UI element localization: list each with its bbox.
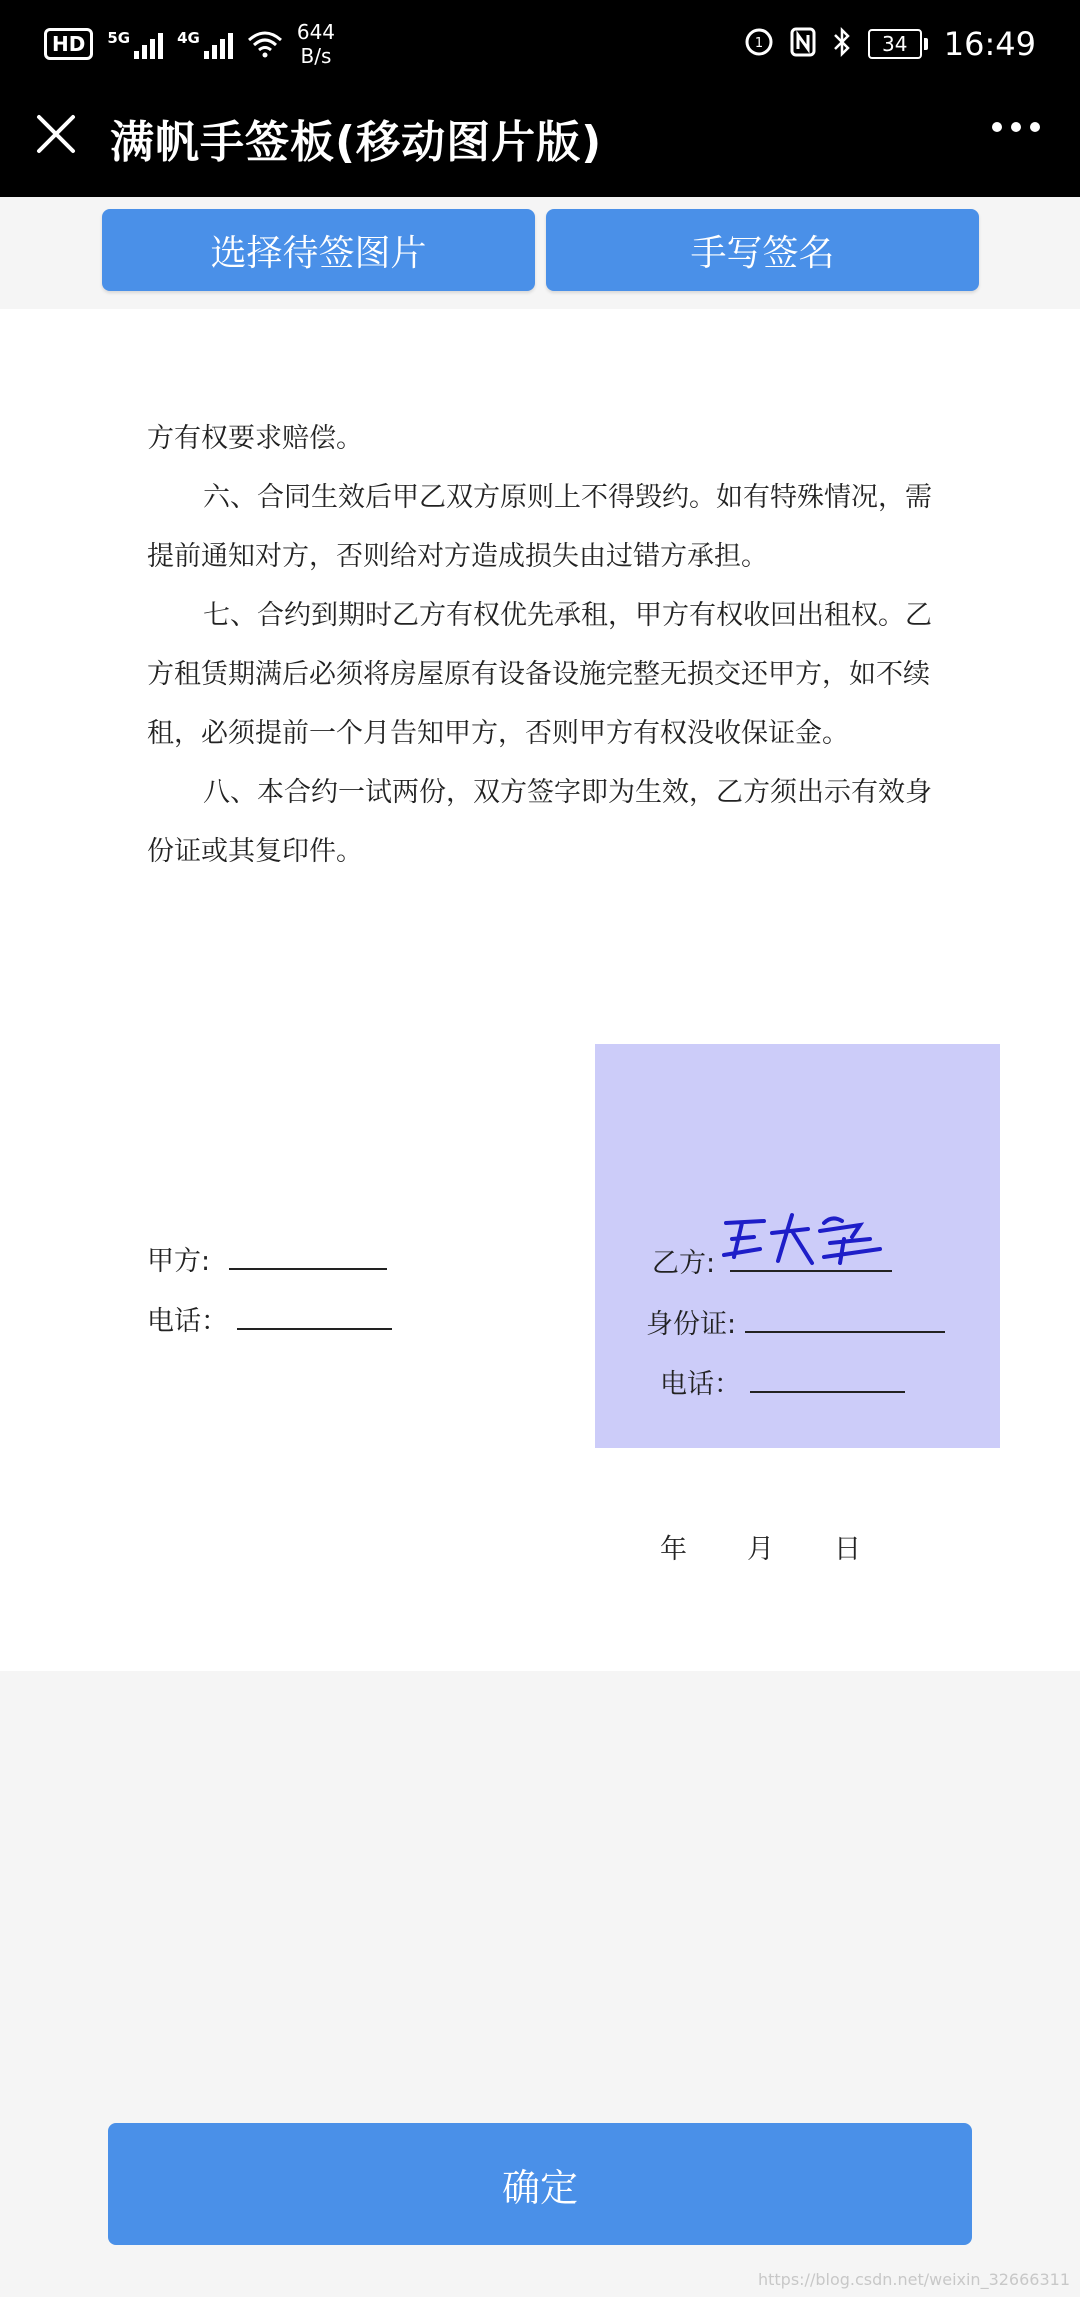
status-bar-left xyxy=(44,14,335,74)
contract-paragraph: 六、合同生效后甲乙双方原则上不得毁约。如有特殊情况，需提前通知对方，否则给对方造成损失由过错方承担。 xyxy=(147,482,932,572)
svg-text:1: 1 xyxy=(754,36,763,51)
party-b-label: 乙方: xyxy=(652,1248,716,1279)
network-speed-value: 644 xyxy=(296,20,336,44)
signal-4g xyxy=(177,29,233,59)
contract-paragraph: 八、本合约一试两份，双方签字即为生效，乙方须出示有效身份证或其复印件。 xyxy=(147,777,932,867)
date-year-label: 年 xyxy=(660,1534,687,1565)
party-a-phone-line xyxy=(147,1299,392,1338)
battery-icon xyxy=(868,29,928,59)
party-a-label: 甲方: xyxy=(147,1246,211,1277)
top-bar xyxy=(0,0,1080,197)
call-indicator-icon xyxy=(744,27,774,61)
party-a-line xyxy=(147,1239,387,1278)
confirm-button[interactable]: 确定 xyxy=(108,2123,972,2245)
close-icon xyxy=(36,114,76,154)
signing-date xyxy=(660,1527,861,1566)
bluetooth-icon xyxy=(832,26,852,62)
date-day-label: 日 xyxy=(834,1534,861,1565)
action-bar xyxy=(0,197,1080,309)
contract-text xyxy=(147,409,937,881)
party-a-phone-label: 电话： xyxy=(147,1306,228,1337)
signal-5g-label: 5G xyxy=(107,29,131,47)
network-speed xyxy=(297,20,335,68)
nfc-icon xyxy=(790,27,816,61)
close-button[interactable] xyxy=(30,108,82,160)
signal-bars-icon xyxy=(134,29,163,59)
battery-level: 34 xyxy=(868,29,922,59)
party-b-phone-line xyxy=(660,1362,905,1401)
party-b-phone-label: 电话： xyxy=(660,1369,741,1400)
handwritten-signature[interactable] xyxy=(720,1209,895,1289)
clock: 16:49 xyxy=(943,25,1036,63)
status-bar-right xyxy=(744,14,1036,74)
network-speed-unit: B/s xyxy=(300,44,332,68)
handwrite-signature-button[interactable]: 手写签名 xyxy=(546,209,979,291)
document-image xyxy=(0,309,1080,1671)
more-icon xyxy=(992,122,1002,132)
party-b-id-label: 身份证: xyxy=(646,1309,737,1340)
title-bar xyxy=(0,90,1080,180)
signal-5g xyxy=(107,29,163,59)
contract-paragraph: 方有权要求赔偿。 xyxy=(147,423,363,454)
signal-4g-label: 4G xyxy=(177,29,200,47)
signal-bars-icon xyxy=(204,29,233,59)
contract-paragraph: 七、合约到期时乙方有权优先承租，甲方有权收回出租权。乙方租赁期满后必须将房屋原有设备设施完整无损交还甲方，如不续租，必须提前一个月告知甲方，否则甲方有权没收保证金。 xyxy=(147,600,932,749)
party-b-id-line xyxy=(646,1302,945,1341)
select-image-button[interactable]: 选择待签图片 xyxy=(102,209,535,291)
wifi-icon xyxy=(247,30,283,58)
hd-badge: HD xyxy=(44,28,93,60)
page-title: 满帆手签板(移动图片版) xyxy=(110,117,603,168)
more-button[interactable] xyxy=(992,122,1040,132)
watermark: https://blog.csdn.net/weixin_32666311 xyxy=(757,2270,1070,2289)
date-month-label: 月 xyxy=(747,1534,774,1565)
